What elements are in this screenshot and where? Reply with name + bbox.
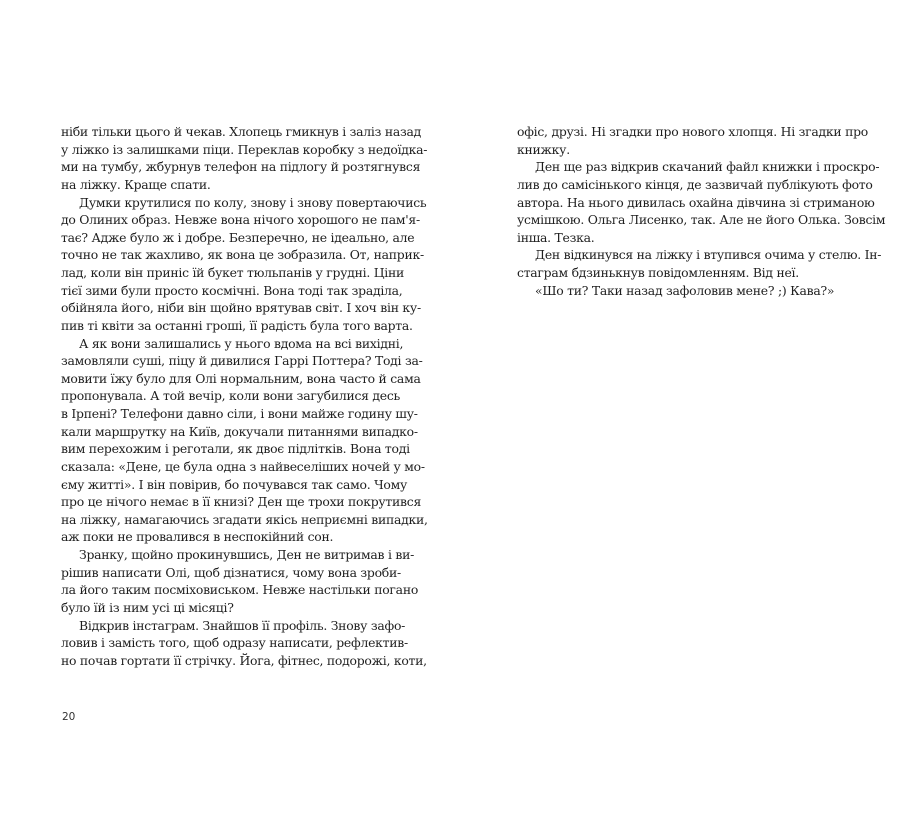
text-line: лив до самісінького кінця, де зазвичай публікують фото [517,176,873,192]
page-number: 20 [62,711,76,723]
text-line: до Олиних образ. Невже вона нічого хорошого не пам'я- [61,212,420,228]
text-line: аж поки не провалився в неспокійний сон. [61,529,334,545]
text-line: стаграм бдзинькнув повідомленням. Від неї. [517,265,799,280]
text-line: но почав гортати її стрічку. Йога, фітнес, подорожі, коти, [61,652,427,668]
text-line: Відкрив інстаграм. Знайшов її профіль. Знову зафо- [79,617,406,633]
text-line: лад, коли він приніс їй букет тюльпанів у грудні. Ціни [61,265,404,280]
right-page-body [517,123,886,299]
text-line: єму житті». І він повірив, бо почувався так само. Чому [61,476,408,492]
text-line: замовляли суші, піцу й дивилися Гаррі Поттера? Тоді за- [61,353,423,369]
text-line: пропонувала. А той вечір, коли вони загубилися десь [61,388,401,404]
text-line: А як вони залишались у нього вдома на всі вихідні, [79,335,404,351]
text-line: ловив і замість того, щоб одразу написати, рефлектив- [61,635,408,651]
text-line: точно не так жахливо, як вона це зобразила. От, наприк- [61,247,424,263]
text-line: пив ті квіти за останні гроші, її радість була того варта. [61,317,413,333]
text-line: «Шо ти? Таки назад зафоловив мене? ;) Кава?» [535,282,835,298]
left-page-body [61,123,428,669]
text-line: інша. Тезка. [517,229,595,245]
text-line: усмішкою. Ольга Лисенко, так. Але не його Олька. Зовсім [517,212,886,228]
text-line: мовити їжу було для Олі нормальним, вона часто й сама [61,370,421,386]
text-line: Ден відкинувся на ліжку і втупився очима у стелю. Ін- [535,247,882,263]
text-line: автора. На нього дивилась охайна дівчина зі стриманою [517,194,875,210]
text-line: кали маршрутку на Київ, докучали питаннями випадко- [61,423,418,439]
text-line: Ден ще раз відкрив скачаний файл книжки і проскро- [535,159,880,175]
text-line: про це нічого немає в її книзі? Ден ще трохи покрутився [61,494,422,510]
text-line: на ліжку, намагаючись згадати якісь неприємні випадки, [61,511,428,527]
text-line: ла його таким посміховиськом. Невже настільки погано [61,582,419,598]
text-line: рішив написати Олі, щоб дізнатися, чому вона зроби- [61,564,401,580]
text-line: Думки крутилися по колу, знову і знову повертаючись [79,194,427,210]
text-line: обійняла його, ніби він щойно врятував світ. І хоч він ку- [61,300,421,316]
text-line: ми на тумбу, жбурнув телефон на підлогу й розтягнувся [61,159,421,175]
text-line: офіс, друзі. Ні згадки про нового хлопця. Ні згадки про [517,124,868,139]
text-line: сказала: «Дене, це була одна з найвеселіших ночей у мо- [61,458,425,474]
text-line: вим перехожим і реготали, як двоє підлітків. Вона тоді [61,441,410,457]
text-line: книжку. [517,141,570,157]
text-line: Зранку, щойно прокинувшись, Ден не витримав і ви- [79,547,415,562]
text-line: було їй із ним усі ці місяці? [61,599,234,615]
text-line: в Ірпені? Телефони давно сіли, і вони майже годину шу- [61,406,418,421]
text-line: у ліжко із залишками піци. Переклав коробку з недоїдка- [61,141,428,157]
text-line: тає? Адже було ж і добре. Безперечно, не ідеально, але [61,229,415,245]
text-line: ніби тільки цього й чекав. Хлопець гмикнув і заліз назад [61,124,422,139]
text-line: на ліжку. Краще спати. [61,176,211,192]
text-line: тієї зими були просто космічні. Вона тоді так зраділа, [61,282,403,298]
